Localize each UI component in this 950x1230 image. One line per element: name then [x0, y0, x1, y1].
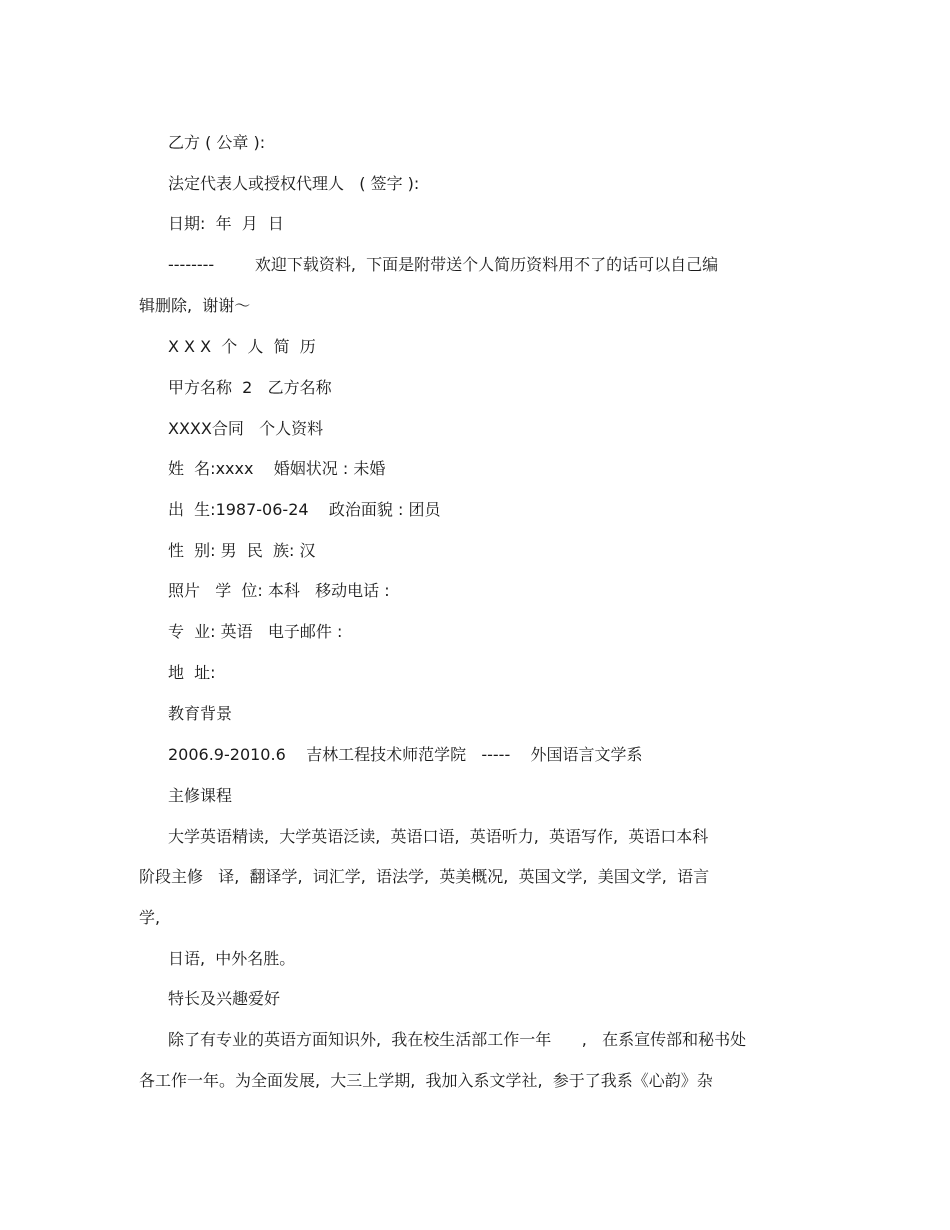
courses-heading: 主修课程: [168, 786, 233, 805]
degree-phone-line: 照片 学 位: 本科 移动电话 :: [168, 581, 390, 600]
birth-political-line: 出 生:1987-06-24 政治面貌 : 团员: [168, 500, 441, 519]
skills-paragraph-line-1: 除了有专业的英语方面知识外, 我在校生活部工作一年 , 在系宣传部和秘书处: [168, 1030, 747, 1049]
education-heading: 教育背景: [168, 704, 233, 723]
gender-ethnicity-line: 性 别: 男 民 族: 汉: [168, 541, 316, 560]
party-names-line: 甲方名称 2 乙方名称: [168, 378, 332, 397]
date-line: 日期: 年 月 日: [168, 214, 284, 233]
party-b-seal-line: 乙方 ( 公章 ):: [168, 133, 266, 152]
education-entry: 2006.9-2010.6 吉林工程技术师范学院 ----- 外国语言文学系: [168, 745, 643, 764]
courses-paragraph-line-1: 大学英语精读, 大学英语泛读, 英语口语, 英语听力, 英语写作, 英语口本科: [168, 827, 709, 846]
courses-paragraph-line-2: 阶段主修 译, 翻译学, 词汇学, 语法学, 英美概况, 英国文学, 美国文学, 语言: [139, 867, 710, 886]
download-note-line: -------- 欢迎下载资料, 下面是附带送个人简历资料用不了的话可以自己编: [168, 255, 719, 274]
courses-paragraph-line-4: 日语, 中外名胜。: [168, 949, 296, 968]
contract-personal-info-line: XXXX合同 个人资料: [168, 419, 324, 438]
name-marital-line: 姓 名:xxxx 婚姻状况 : 未婚: [168, 459, 386, 478]
major-email-line: 专 业: 英语 电子邮件 :: [168, 622, 343, 641]
skills-paragraph-line-2: 各工作一年。为全面发展, 大三上学期, 我加入系文学社, 参于了我系《心韵》杂: [139, 1071, 713, 1090]
address-line: 地 址:: [168, 663, 216, 682]
courses-paragraph-line-3: 学,: [139, 908, 161, 927]
download-note-continuation: 辑删除, 谢谢～: [139, 296, 251, 315]
skills-hobbies-heading: 特长及兴趣爱好: [168, 989, 281, 1008]
resume-title: X X X 个 人 简 历: [168, 337, 316, 356]
legal-representative-line: 法定代表人或授权代理人 ( 签字 ):: [168, 174, 420, 193]
